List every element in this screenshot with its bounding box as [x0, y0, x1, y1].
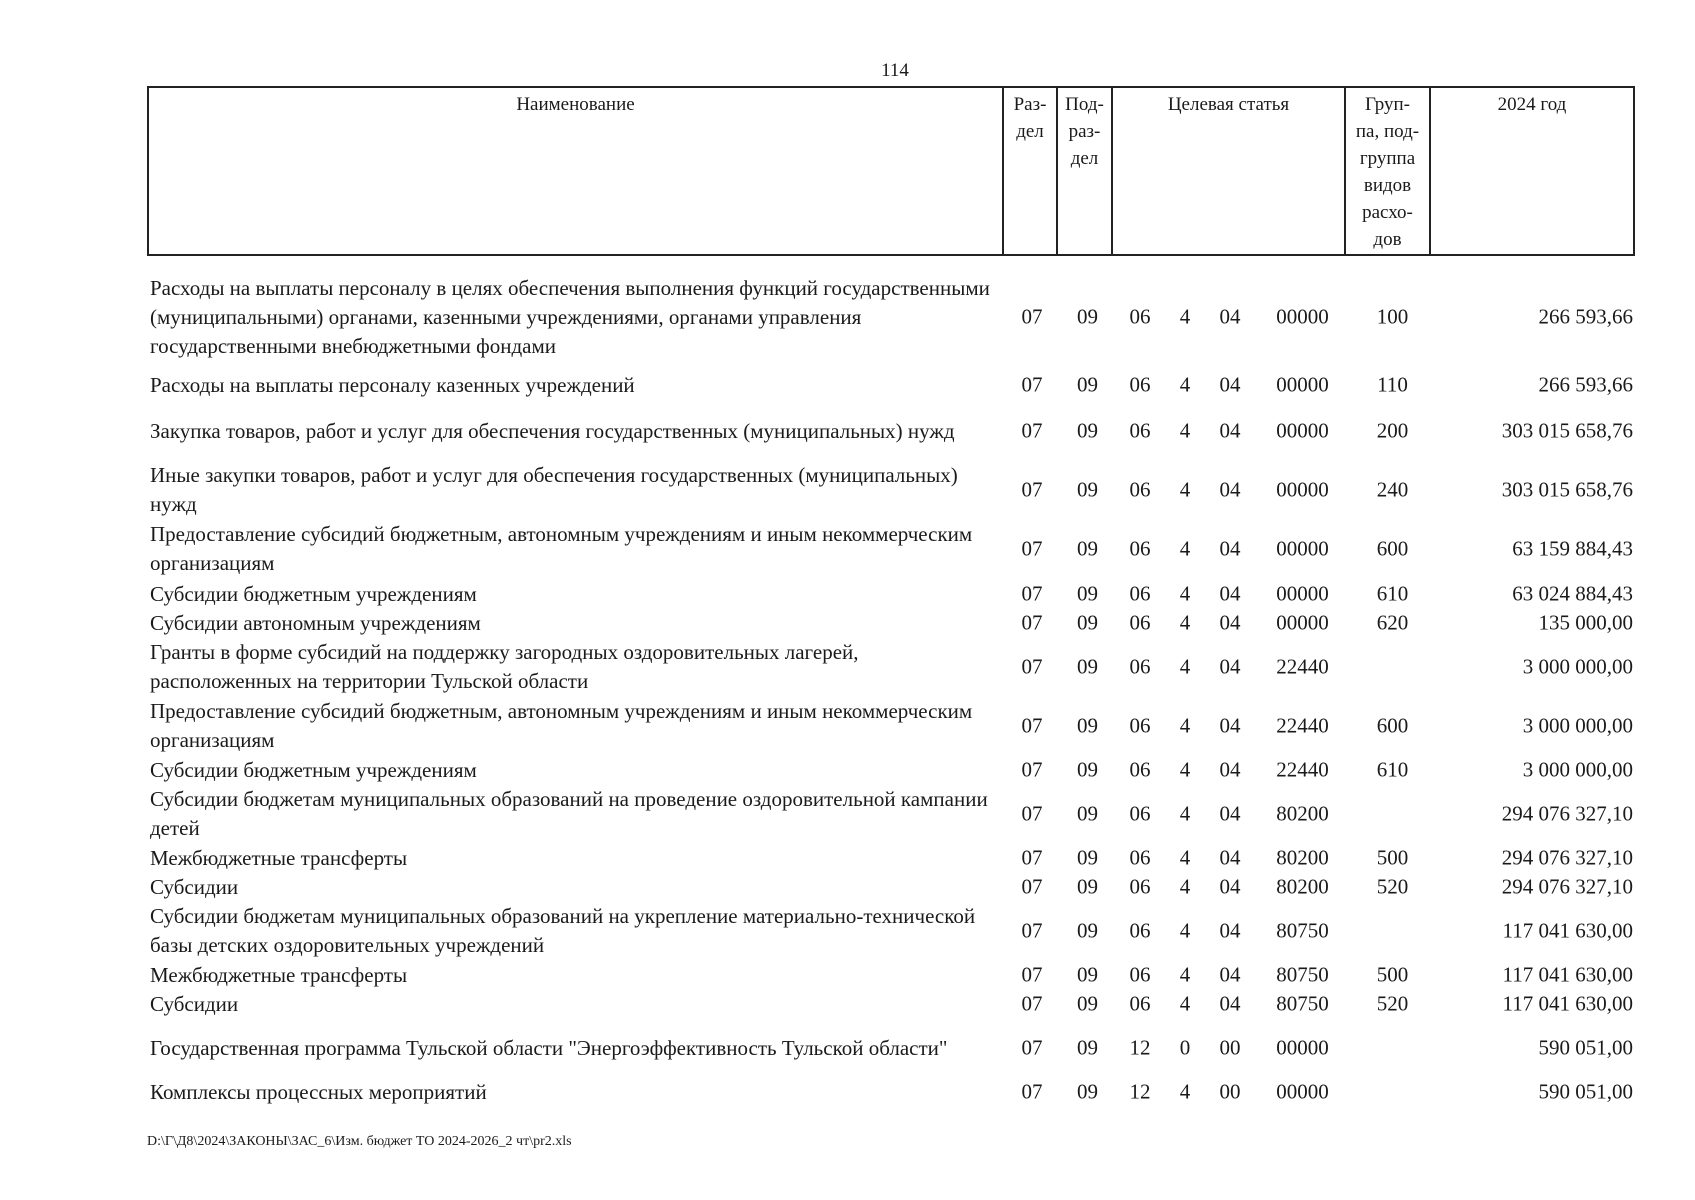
target-article-direction-cell: 00000	[1276, 304, 1329, 329]
podrazdel-cell: 09	[1077, 372, 1098, 397]
target-article-type-cell: 4	[1179, 918, 1191, 943]
table-row	[150, 580, 1635, 608]
table-row	[150, 1078, 1635, 1106]
row-name: Субсидии бюджетным учреждениям	[150, 757, 477, 782]
target-article-program-cell: 06	[1129, 418, 1151, 443]
table-row	[150, 1019, 1635, 1077]
target-article-subprogram-cell: 00	[1219, 1079, 1241, 1104]
podrazdel-cell: 09	[1077, 991, 1098, 1016]
target-article-direction-cell: 00000	[1276, 477, 1329, 502]
target-article-subprogram-cell: 04	[1219, 418, 1241, 443]
amount-cell: 303 015 658,76	[1501, 477, 1633, 502]
razdel-cell: 07	[1021, 918, 1043, 943]
target-article-subprogram-cell: 04	[1219, 962, 1241, 987]
razdel-cell: 07	[1021, 372, 1043, 397]
target-article-type-cell: 4	[1179, 845, 1191, 870]
amount-cell: 294 076 327,10	[1501, 845, 1633, 870]
table-row	[150, 902, 1635, 960]
target-article-subprogram-cell: 00	[1219, 1035, 1241, 1060]
target-article-type-cell: 4	[1179, 874, 1191, 899]
podrazdel-cell: 09	[1077, 304, 1098, 329]
target-article-type-cell: 4	[1179, 713, 1191, 738]
target-article-subprogram-cell: 04	[1219, 581, 1241, 606]
target-article-program-cell: 06	[1129, 477, 1151, 502]
razdel-cell: 07	[1021, 477, 1043, 502]
row-name: Гранты в форме субсидий на поддержку загородных оздоровительных лагерей, расположенных на территории Тульской области	[150, 640, 859, 693]
expense-group-cell: 600	[1376, 713, 1409, 738]
target-article-type-cell: 4	[1179, 372, 1191, 397]
target-article-type-cell: 4	[1179, 610, 1191, 635]
amount-cell: 135 000,00	[1538, 610, 1633, 635]
target-article-subprogram-cell: 04	[1219, 991, 1241, 1016]
target-article-subprogram-cell: 04	[1219, 536, 1241, 561]
razdel-cell: 07	[1021, 991, 1043, 1016]
row-name: Предоставление субсидий бюджетным, автономным учреждениям и иным некоммерческим организациям	[150, 522, 973, 575]
target-article-direction-cell: 80750	[1276, 962, 1329, 987]
table-row	[150, 402, 1635, 460]
razdel-cell: 07	[1021, 654, 1043, 679]
table-row	[150, 785, 1635, 843]
podrazdel-cell: 09	[1077, 581, 1098, 606]
target-article-type-cell: 4	[1179, 962, 1191, 987]
row-name: Расходы на выплаты персоналу казенных учреждений	[150, 372, 635, 397]
expense-group-cell: 620	[1376, 610, 1409, 635]
row-name: Субсидии	[150, 991, 239, 1016]
amount-cell: 294 076 327,10	[1501, 874, 1633, 899]
razdel-cell: 07	[1021, 581, 1043, 606]
expense-group-cell: 600	[1376, 536, 1409, 561]
target-article-subprogram-cell: 04	[1219, 918, 1241, 943]
table-row	[150, 756, 1635, 784]
table-row	[150, 609, 1635, 637]
target-article-direction-cell: 00000	[1276, 372, 1329, 397]
target-article-program-cell: 06	[1129, 304, 1151, 329]
amount-cell: 3 000 000,00	[1522, 713, 1633, 738]
target-article-program-cell: 06	[1129, 918, 1151, 943]
podrazdel-cell: 09	[1077, 1035, 1098, 1060]
podrazdel-cell: 09	[1077, 874, 1098, 899]
razdel-cell: 07	[1021, 757, 1043, 782]
expense-group-cell: 110	[1377, 372, 1408, 397]
podrazdel-cell: 09	[1077, 757, 1098, 782]
target-article-program-cell: 12	[1129, 1035, 1151, 1060]
target-article-program-cell: 06	[1129, 845, 1151, 870]
row-name: Комплексы процессных мероприятий	[150, 1079, 487, 1104]
expense-group-cell: 610	[1376, 581, 1409, 606]
target-article-direction-cell: 00000	[1276, 610, 1329, 635]
amount-cell: 63 159 884,43	[1512, 536, 1633, 561]
target-article-direction-cell: 00000	[1276, 1035, 1329, 1060]
target-article-subprogram-cell: 04	[1219, 757, 1241, 782]
amount-cell: 3 000 000,00	[1522, 654, 1633, 679]
amount-cell: 117 041 630,00	[1502, 962, 1633, 987]
amount-cell: 590 051,00	[1538, 1079, 1633, 1104]
header-expense-group: Груп- па, под- группа видов расхо- дов	[1346, 88, 1431, 254]
target-article-direction-cell: 22440	[1276, 713, 1329, 738]
target-article-subprogram-cell: 04	[1219, 713, 1241, 738]
target-article-direction-cell: 80750	[1276, 991, 1329, 1016]
razdel-cell: 07	[1021, 845, 1043, 870]
table-row	[150, 844, 1635, 872]
podrazdel-cell: 09	[1077, 610, 1098, 635]
row-name: Субсидии бюджетным учреждениям	[150, 581, 477, 606]
expense-group-cell: 200	[1376, 418, 1409, 443]
page-number: 114	[881, 60, 909, 81]
target-article-program-cell: 06	[1129, 757, 1151, 782]
razdel-cell: 07	[1021, 874, 1043, 899]
podrazdel-cell: 09	[1077, 654, 1098, 679]
podrazdel-cell: 09	[1077, 918, 1098, 943]
podrazdel-cell: 09	[1077, 1079, 1098, 1104]
header-name: Наименование	[149, 88, 1004, 254]
target-article-subprogram-cell: 04	[1219, 610, 1241, 635]
expense-group-cell: 500	[1376, 962, 1409, 987]
target-article-direction-cell: 80200	[1276, 801, 1329, 826]
target-article-program-cell: 06	[1129, 991, 1151, 1016]
table-row	[150, 638, 1635, 696]
target-article-type-cell: 4	[1179, 536, 1191, 561]
target-article-type-cell: 0	[1179, 1035, 1191, 1060]
expense-group-cell: 520	[1376, 874, 1409, 899]
target-article-program-cell: 06	[1129, 654, 1151, 679]
amount-cell: 294 076 327,10	[1501, 801, 1633, 826]
target-article-program-cell: 12	[1129, 1079, 1151, 1104]
target-article-type-cell: 4	[1179, 581, 1191, 606]
target-article-direction-cell: 22440	[1276, 654, 1329, 679]
amount-cell: 117 041 630,00	[1502, 991, 1633, 1016]
podrazdel-cell: 09	[1077, 477, 1098, 502]
target-article-program-cell: 06	[1129, 713, 1151, 738]
row-name: Расходы на выплаты персоналу в целях обеспечения выполнения функций государственными (муниципальными) органами, казенными учреждениями, органами управления государственными внебюджетными фондами	[150, 275, 990, 358]
target-article-type-cell: 4	[1179, 801, 1191, 826]
podrazdel-cell: 09	[1077, 845, 1098, 870]
expense-group-cell: 500	[1376, 845, 1409, 870]
row-name: Межбюджетные трансферты	[150, 845, 408, 870]
target-article-direction-cell: 00000	[1276, 1079, 1329, 1104]
table-row	[150, 520, 1635, 578]
target-article-type-cell: 4	[1179, 477, 1191, 502]
razdel-cell: 07	[1021, 418, 1043, 443]
table-row	[150, 461, 1635, 519]
target-article-program-cell: 06	[1129, 372, 1151, 397]
target-article-program-cell: 06	[1129, 962, 1151, 987]
target-article-subprogram-cell: 04	[1219, 477, 1241, 502]
expense-group-cell: 610	[1376, 757, 1409, 782]
table-row	[150, 272, 1635, 362]
target-article-subprogram-cell: 04	[1219, 654, 1241, 679]
target-article-subprogram-cell: 04	[1219, 845, 1241, 870]
row-name: Предоставление субсидий бюджетным, автономным учреждениям и иным некоммерческим организациям	[150, 699, 973, 752]
header-razdel: Раз- дел	[1004, 88, 1058, 254]
target-article-direction-cell: 22440	[1276, 757, 1329, 782]
amount-cell: 590 051,00	[1538, 1035, 1633, 1060]
table-row	[150, 990, 1635, 1018]
target-article-type-cell: 4	[1179, 757, 1191, 782]
razdel-cell: 07	[1021, 536, 1043, 561]
row-name: Иные закупки товаров, работ и услуг для обеспечения государственных (муниципальных) нужд	[150, 463, 958, 516]
amount-cell: 266 593,66	[1538, 304, 1633, 329]
target-article-direction-cell: 00000	[1276, 418, 1329, 443]
podrazdel-cell: 09	[1077, 536, 1098, 561]
target-article-type-cell: 4	[1179, 991, 1191, 1016]
target-article-subprogram-cell: 04	[1219, 801, 1241, 826]
target-article-direction-cell: 80200	[1276, 845, 1329, 870]
target-article-direction-cell: 80200	[1276, 874, 1329, 899]
row-name: Закупка товаров, работ и услуг для обеспечения государственных (муниципальных) нужд	[150, 418, 955, 443]
target-article-direction-cell: 80750	[1276, 918, 1329, 943]
podrazdel-cell: 09	[1077, 962, 1098, 987]
table-row	[150, 961, 1635, 989]
razdel-cell: 07	[1021, 610, 1043, 635]
target-article-subprogram-cell: 04	[1219, 372, 1241, 397]
amount-cell: 3 000 000,00	[1522, 757, 1633, 782]
file-path: D:\Г\Д8\2024\ЗАКОНЫ\ЗАС_6\Изм. бюджет ТО 2024-2026_2 чт\pr2.xls	[147, 1134, 572, 1149]
target-article-type-cell: 4	[1179, 418, 1191, 443]
razdel-cell: 07	[1021, 1035, 1043, 1060]
target-article-type-cell: 4	[1179, 304, 1191, 329]
row-name: Субсидии	[150, 874, 239, 899]
table-header	[147, 86, 1635, 256]
row-name: Субсидии бюджетам муниципальных образований на укрепление материально-технической базы детских оздоровительных учреждений	[150, 904, 976, 957]
row-name: Межбюджетные трансферты	[150, 962, 408, 987]
expense-group-cell: 100	[1376, 304, 1409, 329]
target-article-program-cell: 06	[1129, 874, 1151, 899]
target-article-subprogram-cell: 04	[1219, 304, 1241, 329]
header-target-article: Целевая статья	[1113, 88, 1346, 254]
table-row	[150, 697, 1635, 755]
target-article-direction-cell: 00000	[1276, 581, 1329, 606]
row-name: Государственная программа Тульской области "Энергоэффективность Тульской области"	[150, 1035, 948, 1060]
expense-group-cell: 240	[1376, 477, 1409, 502]
target-article-program-cell: 06	[1129, 581, 1151, 606]
amount-cell: 303 015 658,76	[1501, 418, 1633, 443]
razdel-cell: 07	[1021, 962, 1043, 987]
target-article-type-cell: 4	[1179, 654, 1191, 679]
razdel-cell: 07	[1021, 713, 1043, 738]
target-article-subprogram-cell: 04	[1219, 874, 1241, 899]
razdel-cell: 07	[1021, 304, 1043, 329]
target-article-type-cell: 4	[1179, 1079, 1191, 1104]
header-year: 2024 год	[1497, 94, 1567, 115]
target-article-direction-cell: 00000	[1276, 536, 1329, 561]
row-name: Субсидии бюджетам муниципальных образований на проведение оздоровительной кампании детей	[150, 787, 988, 840]
podrazdel-cell: 09	[1077, 713, 1098, 738]
expense-group-cell: 520	[1376, 991, 1409, 1016]
row-name: Субсидии автономным учреждениям	[150, 610, 481, 635]
target-article-program-cell: 06	[1129, 801, 1151, 826]
target-article-program-cell: 06	[1129, 610, 1151, 635]
target-article-program-cell: 06	[1129, 536, 1151, 561]
header-podrazdel: Под- раз- дел	[1058, 88, 1113, 254]
amount-cell: 266 593,66	[1538, 372, 1633, 397]
table-row	[150, 873, 1635, 901]
amount-cell: 63 024 884,43	[1512, 581, 1633, 606]
podrazdel-cell: 09	[1077, 418, 1098, 443]
razdel-cell: 07	[1021, 801, 1043, 826]
razdel-cell: 07	[1021, 1079, 1043, 1104]
table-row	[150, 370, 1635, 400]
amount-cell: 117 041 630,00	[1502, 918, 1633, 943]
podrazdel-cell: 09	[1077, 801, 1098, 826]
